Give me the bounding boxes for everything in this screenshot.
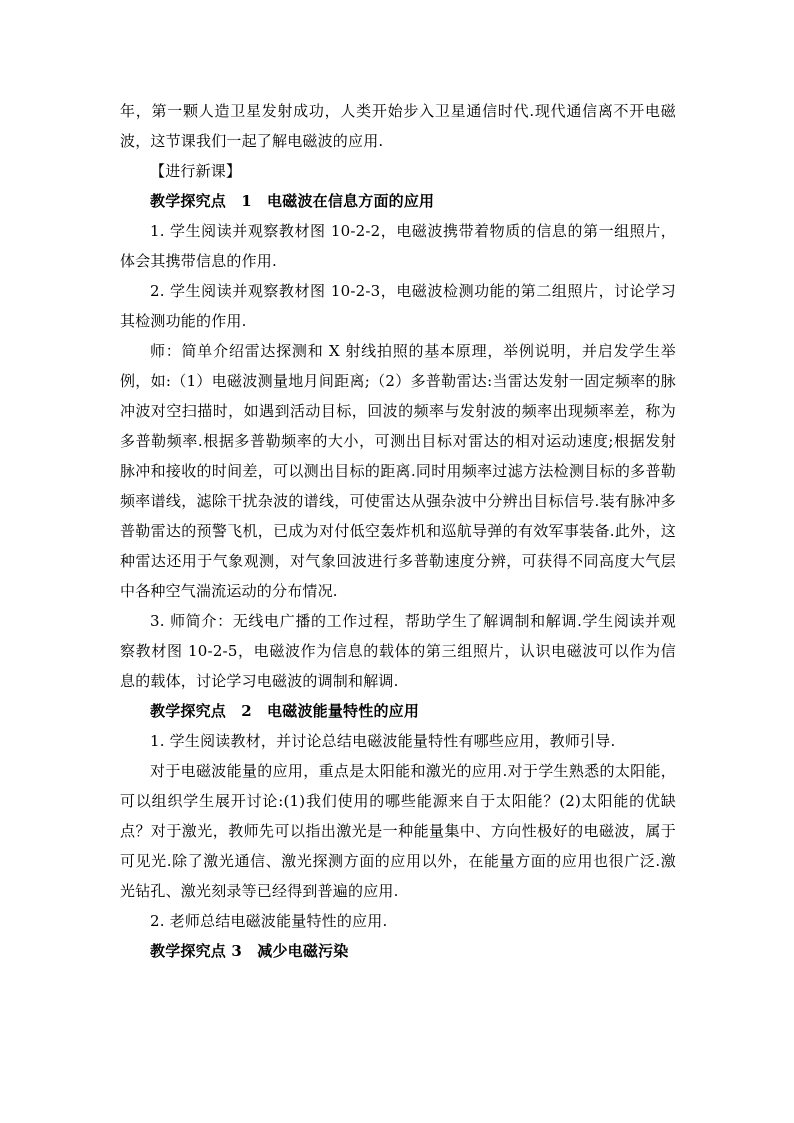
point2-heading: 教学探究点 2 电磁波能量特性的应用	[150, 702, 420, 720]
point2-item1: 1. 学生阅读教材，并讨论总结电磁波能量特性有哪些应用，教师引导.	[150, 732, 616, 750]
point1-heading: 教学探究点 1 电磁波在信息方面的应用	[150, 192, 435, 210]
point1-item1: 1. 学生阅读并观察教材图 10-2-2，电磁波携带着物质的信息的第一组照片，体会其携带信息的作用.	[120, 222, 676, 270]
document-body	[120, 96, 676, 966]
teacher-radar-paragraph: 师：简单介绍雷达探测和 X 射线拍照的基本原理，举例说明，并启发学生举例，如:（1）电磁波测量地月间距离;（2）多普勒雷达:当雷达发射一固定频率的脉冲波对空扫描时，如遇到活动目标，回波的频率与发射波的频率出现频率差，称为多普勒频率.根据多普勒频率的大小，可测出目标对雷达的相对运动速度;根据发射脉冲和接收的时间差，可以测出目标的距离.同时用频率过滤方法检测目标的多普勒频率谱线，滤除干扰杂波的谱线，可使雷达从强杂波中分辨出目标信号.装有脉冲多普勒雷达的预警飞机，已成为对付低空轰炸机和巡航导弹的有效军事装备.此外，这种雷达还用于气象观测，对气象回波进行多普勒速度分辨，可获得不同高度大气层中各种空气湍流运动的分布情况.	[120, 342, 676, 600]
point1-item3: 3. 师简介：无线电广播的工作过程，帮助学生了解调制和解调.学生阅读并观察教材图 10-2-5，电磁波作为信息的载体的第三组照片，认识电磁波可以作为信息的载体，讨论学习电磁波的调制和解调.	[120, 612, 676, 690]
point1-item2: 2. 学生阅读并观察教材图 10-2-3，电磁波检测功能的第二组照片，讨论学习其检测功能的作用.	[120, 282, 676, 330]
intro-paragraph: 年，第一颗人造卫星发射成功，人类开始步入卫星通信时代.现代通信离不开电磁波，这节课我们一起了解电磁波的应用.	[120, 102, 676, 150]
point3-heading: 教学探究点 3 减少电磁污染	[150, 942, 349, 960]
section-heading-new-lesson: 【进行新课】	[150, 162, 242, 180]
energy-discussion-paragraph: 对于电磁波能量的应用，重点是太阳能和激光的应用.对于学生熟悉的太阳能，可以组织学生展开讨论:(1)我们使用的哪些能源来自于太阳能？(2)太阳能的优缺点？对于激光，教师先可以指出激光是一种能量集中、方向性极好的电磁波，属于可见光.除了激光通信、激光探测方面的应用以外，在能量方面的应用也很广泛.激光钻孔、激光刻录等已经得到普遍的应用.	[120, 762, 676, 900]
point2-item2: 2. 老师总结电磁波能量特性的应用.	[150, 912, 388, 930]
